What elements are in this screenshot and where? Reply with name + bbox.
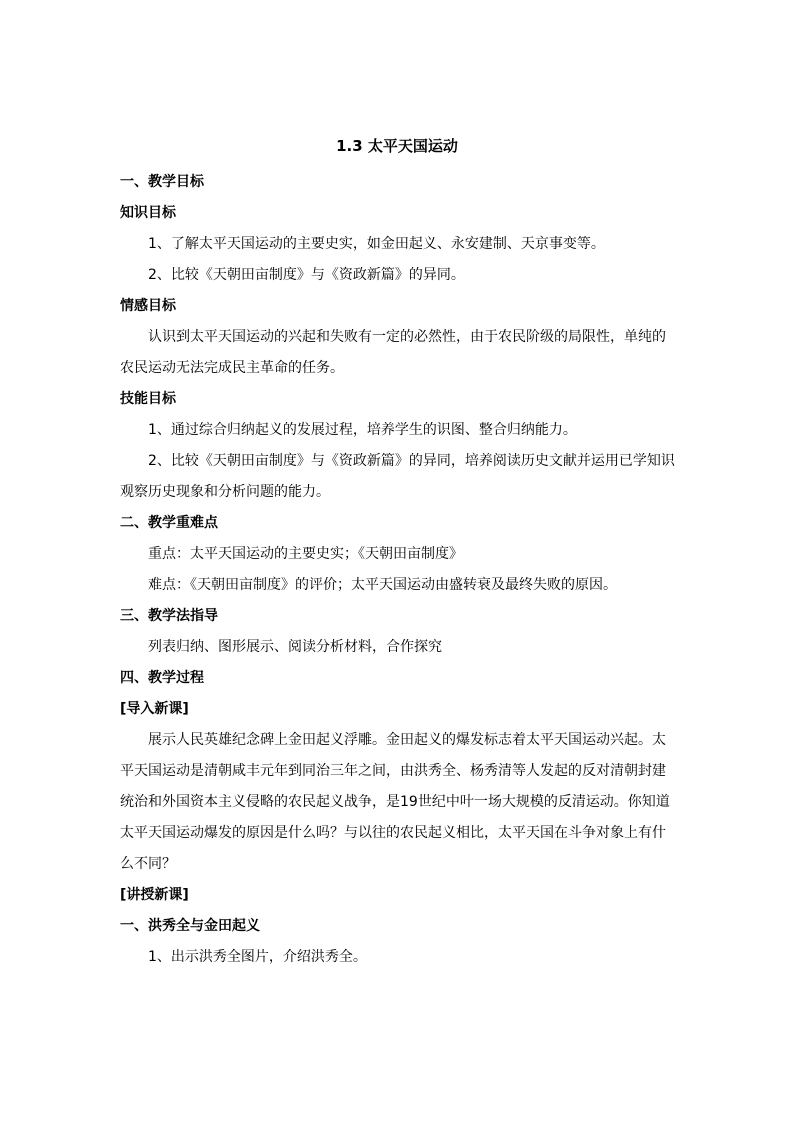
heading-teaching-objectives: 一、教学目标: [120, 174, 204, 190]
document-body: [120, 167, 676, 973]
section-1-item-1: 1、出示洪秀全图片，介绍洪秀全。: [148, 949, 367, 965]
label-lecture-new-lesson: [讲授新课]: [120, 887, 189, 903]
heading-key-difficult-points: 二、教学重难点: [120, 515, 218, 531]
key-point: 重点：太平天国运动的主要史实；《天朝田亩制度》: [148, 546, 463, 562]
difficult-point: 难点：《天朝田亩制度》的评价；太平天国运动由盛转衰及最终失败的原因。: [148, 577, 617, 593]
emotion-paragraph: 认识到太平天国运动的兴起和失败有一定的必然性，由于农民阶级的局限性，单纯的农民运动无法完成民主革命的任务。: [120, 329, 666, 376]
subheading-skill-objectives: 技能目标: [120, 391, 176, 407]
teaching-method-text: 列表归纳、图形展示、阅读分析材料，合作探究: [148, 639, 442, 655]
knowledge-item-2: 2、比较《天朝田亩制度》与《资政新篇》的异同。: [148, 267, 465, 283]
section-hong-xiuquan-jintian: 一、洪秀全与金田起义: [120, 918, 260, 934]
heading-teaching-process: 四、教学过程: [120, 670, 204, 686]
document-title: 1.3 太平天国运动: [336, 137, 458, 155]
skill-item-1: 1、通过综合归纳起义的发展过程，培养学生的识图、整合归纳能力。: [148, 422, 577, 438]
heading-teaching-method: 三、教学法指导: [120, 608, 218, 624]
label-intro-new-lesson: [导入新课]: [120, 701, 189, 717]
intro-paragraph: 展示人民英雄纪念碑上金田起义浮雕。金田起义的爆发标志着太平天国运动兴起。太平天国运动是清朝咸丰元年到同治三年之间，由洪秀全、杨秀清等人发起的反对清朝封建统治和外国资本主义侵略的农民起义战争，是19世纪中叶一场大规模的反清运动。你知道太平天国运动爆发的原因是什么吗？与以往的农民起义相比，太平天国在斗争对象上有什么不同？: [120, 732, 670, 872]
subheading-emotion-objectives: 情感目标: [120, 298, 176, 314]
subheading-knowledge-objectives: 知识目标: [120, 205, 176, 221]
knowledge-item-1: 1、了解太平天国运动的主要史实，如金田起义、永安建制、天京事变等。: [148, 236, 605, 252]
skill-item-2: 2、比较《天朝田亩制度》与《资政新篇》的异同，培养阅读历史文献并运用已学知识观察历史现象和分析问题的能力。: [120, 453, 675, 500]
